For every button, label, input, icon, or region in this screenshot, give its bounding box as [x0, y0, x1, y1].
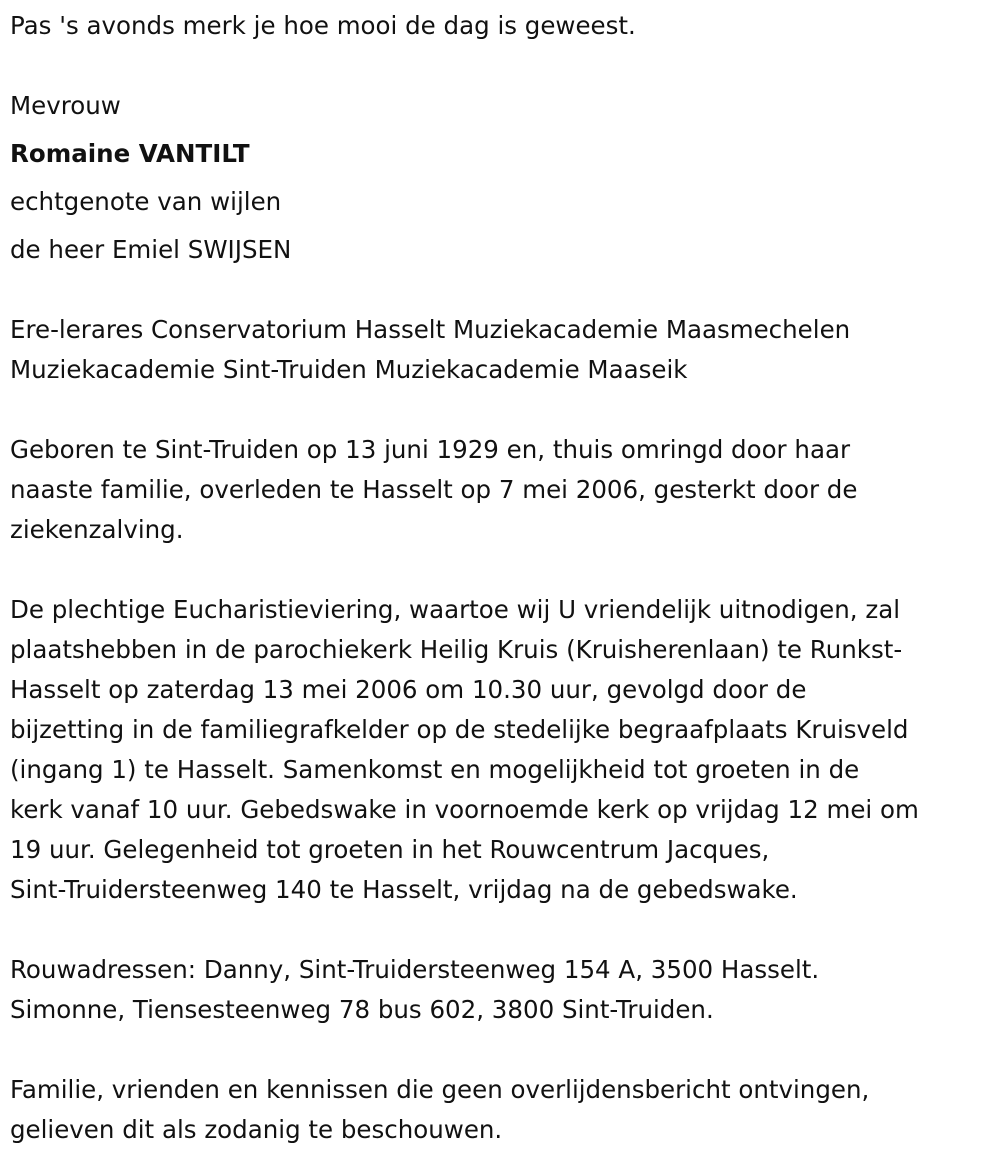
- deceased-name: Romaine VANTILT: [10, 139, 250, 168]
- birth-death-line-1: Geboren te Sint-Truiden op 13 juni 1929 en, thuis omringd door haar: [10, 435, 851, 464]
- ceremony-line-3: Hasselt op zaterdag 13 mei 2006 om 10.30 uur, gevolgd door de: [10, 675, 807, 704]
- closing-line-2: gelieven dit als zodanig te beschouwen.: [10, 1115, 503, 1144]
- birth-death-line-3: ziekenzalving.: [10, 515, 184, 544]
- closing-line-1: Familie, vrienden en kennissen die geen overlijdensbericht ontvingen,: [10, 1075, 870, 1104]
- ceremony-line-7: 19 uur. Gelegenheid tot groeten in het Rouwcentrum Jacques,: [10, 835, 770, 864]
- ceremony-line-1: De plechtige Eucharistieviering, waartoe wij U vriendelijk uitnodigen, zal: [10, 595, 901, 624]
- relation-line-1: echtgenote van wijlen: [10, 187, 282, 216]
- profession-line-1: Ere-lerares Conservatorium Hasselt Muziekacademie Maasmechelen: [10, 315, 851, 344]
- ceremony-line-4: bijzetting in de familiegrafkelder op de stedelijke begraafplaats Kruisveld: [10, 715, 909, 744]
- ceremony-line-5: (ingang 1) te Hasselt. Samenkomst en mogelijkheid tot groeten in de: [10, 755, 860, 784]
- birth-death-line-2: naaste familie, overleden te Hasselt op 7 mei 2006, gesterkt door de: [10, 475, 858, 504]
- ceremony-line-2: plaatshebben in de parochiekerk Heilig Kruis (Kruisherenlaan) te Runkst-: [10, 635, 903, 664]
- epigraph: Pas 's avonds merk je hoe mooi de dag is geweest.: [10, 11, 636, 40]
- ceremony-line-8: Sint-Truidersteenweg 140 te Hasselt, vrijdag na de gebedswake.: [10, 875, 798, 904]
- profession-line-2: Muziekacademie Sint-Truiden Muziekacademie Maaseik: [10, 355, 688, 384]
- title: Mevrouw: [10, 91, 121, 120]
- addresses-line-2: Simonne, Tiensesteenweg 78 bus 602, 3800 Sint-Truiden.: [10, 995, 714, 1024]
- ceremony-line-6: kerk vanaf 10 uur. Gebedswake in voornoemde kerk op vrijdag 12 mei om: [10, 795, 919, 824]
- relation-line-2: de heer Emiel SWIJSEN: [10, 235, 292, 264]
- addresses-line-1: Rouwadressen: Danny, Sint-Truidersteenweg 154 A, 3500 Hasselt.: [10, 955, 820, 984]
